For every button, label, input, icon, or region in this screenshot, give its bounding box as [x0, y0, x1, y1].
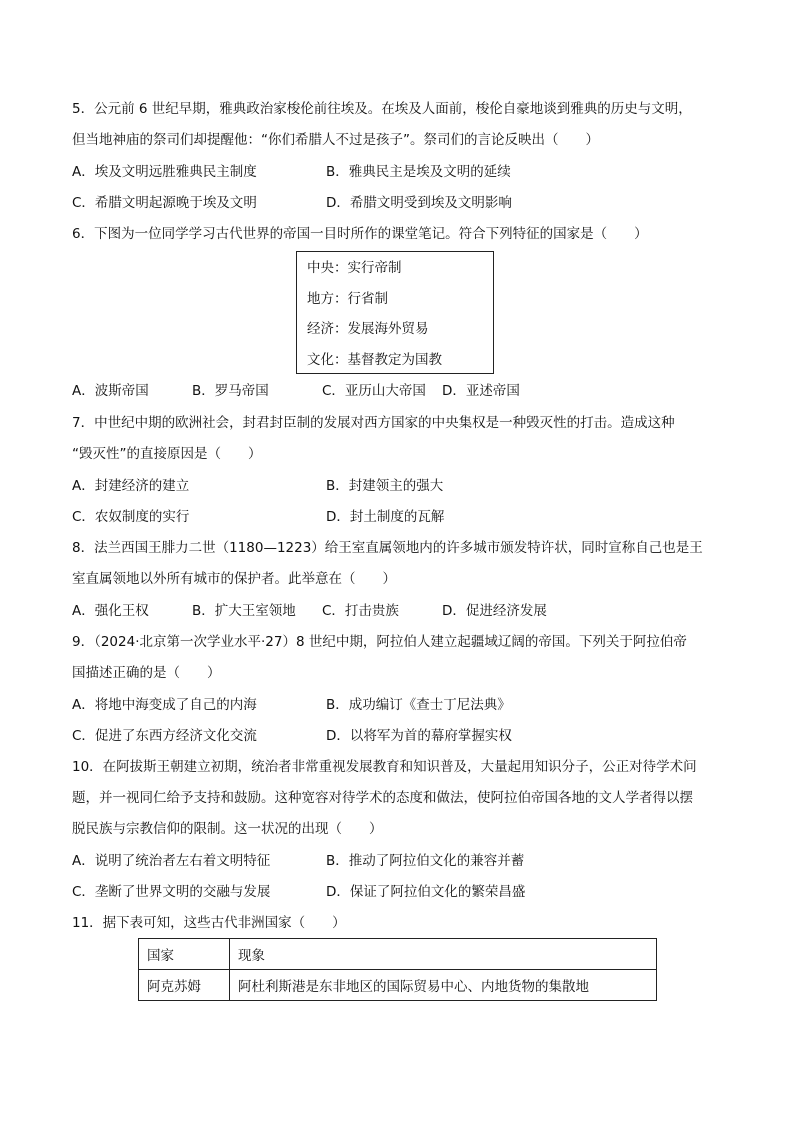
q6-notes-box: [296, 251, 494, 374]
table-header-row: [139, 939, 657, 970]
q7-stem-line1: 7．中世纪中期的欧洲社会，封君封臣制的发展对西方国家的中央集权是一种毁灭性的打击。造成这种: [72, 415, 675, 431]
q5-stem-line2: 但当地神庙的祭司们却提醒他：“你们希腊人不过是孩子”。祭司们的言论反映出（ ）: [72, 132, 599, 148]
q9-option-d[interactable]: D．以将军为首的幕府掌握实权: [326, 728, 512, 744]
q11-stem-line1: 11．据下表可知，这些古代非洲国家（ ）: [72, 915, 346, 931]
q6-option-a[interactable]: A．波斯帝国: [72, 383, 149, 399]
q5-option-b[interactable]: B．雅典民主是埃及文明的延续: [326, 164, 511, 180]
q9-stem-line1: 9．（2024·北京第一次学业水平·27）8 世纪中期，阿拉伯人建立起疆域辽阔的帝国。下列关于阿拉伯帝: [72, 634, 687, 650]
q5-option-d[interactable]: D．希腊文明受到埃及文明影响: [326, 195, 512, 211]
q8-stem-line1: 8．法兰西国王腓力二世（1180—1223）给王室直属领地内的许多城市颁发特许状，同时宣称自己也是王: [72, 540, 703, 556]
q6-note-economy: 经济：发展海外贸易: [307, 321, 429, 337]
q9-stem-line2: 国描述正确的是（ ）: [72, 665, 221, 681]
q5-option-a[interactable]: A．埃及文明远胜雅典民主制度: [72, 164, 257, 180]
q8-option-a[interactable]: A．强化王权: [72, 603, 149, 619]
q5-stem-line1: 5．公元前 6 世纪早期，雅典政治家梭伦前往埃及。在埃及人面前，梭伦自豪地谈到雅典的历史与文明，: [72, 101, 692, 117]
q7-option-d[interactable]: D．封土制度的瓦解: [326, 509, 445, 525]
q8-option-b[interactable]: B．扩大王室领地: [192, 603, 296, 619]
table-header-country: 国家: [139, 939, 230, 970]
table-header-phenomenon: 现象: [230, 939, 657, 970]
q10-option-a[interactable]: A．说明了统治者左右着文明特征: [72, 853, 271, 869]
table-cell-phenomenon: 阿杜利斯港是东非地区的国际贸易中心、内地货物的集散地: [230, 970, 657, 1001]
q6-note-culture: 文化：基督教定为国教: [307, 352, 442, 368]
q7-option-a[interactable]: A．封建经济的建立: [72, 478, 190, 494]
q11-table: [138, 938, 657, 1001]
q9-option-c[interactable]: C．促进了东西方经济文化交流: [72, 728, 257, 744]
q6-note-central: 中央：实行帝制: [307, 260, 402, 276]
table-row: [139, 970, 657, 1001]
q9-option-b[interactable]: B．成功编订《查士丁尼法典》: [326, 697, 511, 713]
q7-option-c[interactable]: C．农奴制度的实行: [72, 509, 190, 525]
q7-stem-line2: “毁灭性”的直接原因是（ ）: [72, 446, 262, 462]
q10-stem-line2: 题，并一视同仁给予支持和鼓励。这种宽容对待学术的态度和做法，使阿拉伯帝国各地的文人学者得以摆: [72, 790, 693, 806]
q10-option-d[interactable]: D．保证了阿拉伯文化的繁荣昌盛: [326, 884, 526, 900]
table-cell-country: 阿克苏姆: [139, 970, 230, 1001]
q6-note-local: 地方：行省制: [307, 291, 388, 307]
q6-option-b[interactable]: B．罗马帝国: [192, 383, 269, 399]
q10-option-b[interactable]: B．推动了阿拉伯文化的兼容并蓄: [326, 853, 525, 869]
q6-option-c[interactable]: C．亚历山大帝国: [322, 383, 426, 399]
q8-stem-line2: 室直属领地以外所有城市的保护者。此举意在（ ）: [72, 571, 396, 587]
q6-stem-line1: 6．下图为一位同学学习古代世界的帝国一目时所作的课堂笔记。符合下列特征的国家是（ ）: [72, 226, 648, 242]
q10-stem-line3: 脱民族与宗教信仰的限制。这一状况的出现（ ）: [72, 821, 383, 837]
q8-option-c[interactable]: C．打击贵族: [322, 603, 399, 619]
q8-option-d[interactable]: D．促进经济发展: [442, 603, 547, 619]
q9-option-a[interactable]: A．将地中海变成了自己的内海: [72, 697, 257, 713]
q7-option-b[interactable]: B．封建领主的强大: [326, 478, 444, 494]
q10-option-c[interactable]: C．垄断了世界文明的交融与发展: [72, 884, 271, 900]
q6-option-d[interactable]: D．亚述帝国: [442, 383, 520, 399]
q10-stem-line1: 10．在阿拔斯王朝建立初期，统治者非常重视发展教育和知识普及，大量起用知识分子，公正对待学术问: [72, 759, 697, 775]
q5-option-c[interactable]: C．希腊文明起源晚于埃及文明: [72, 195, 257, 211]
